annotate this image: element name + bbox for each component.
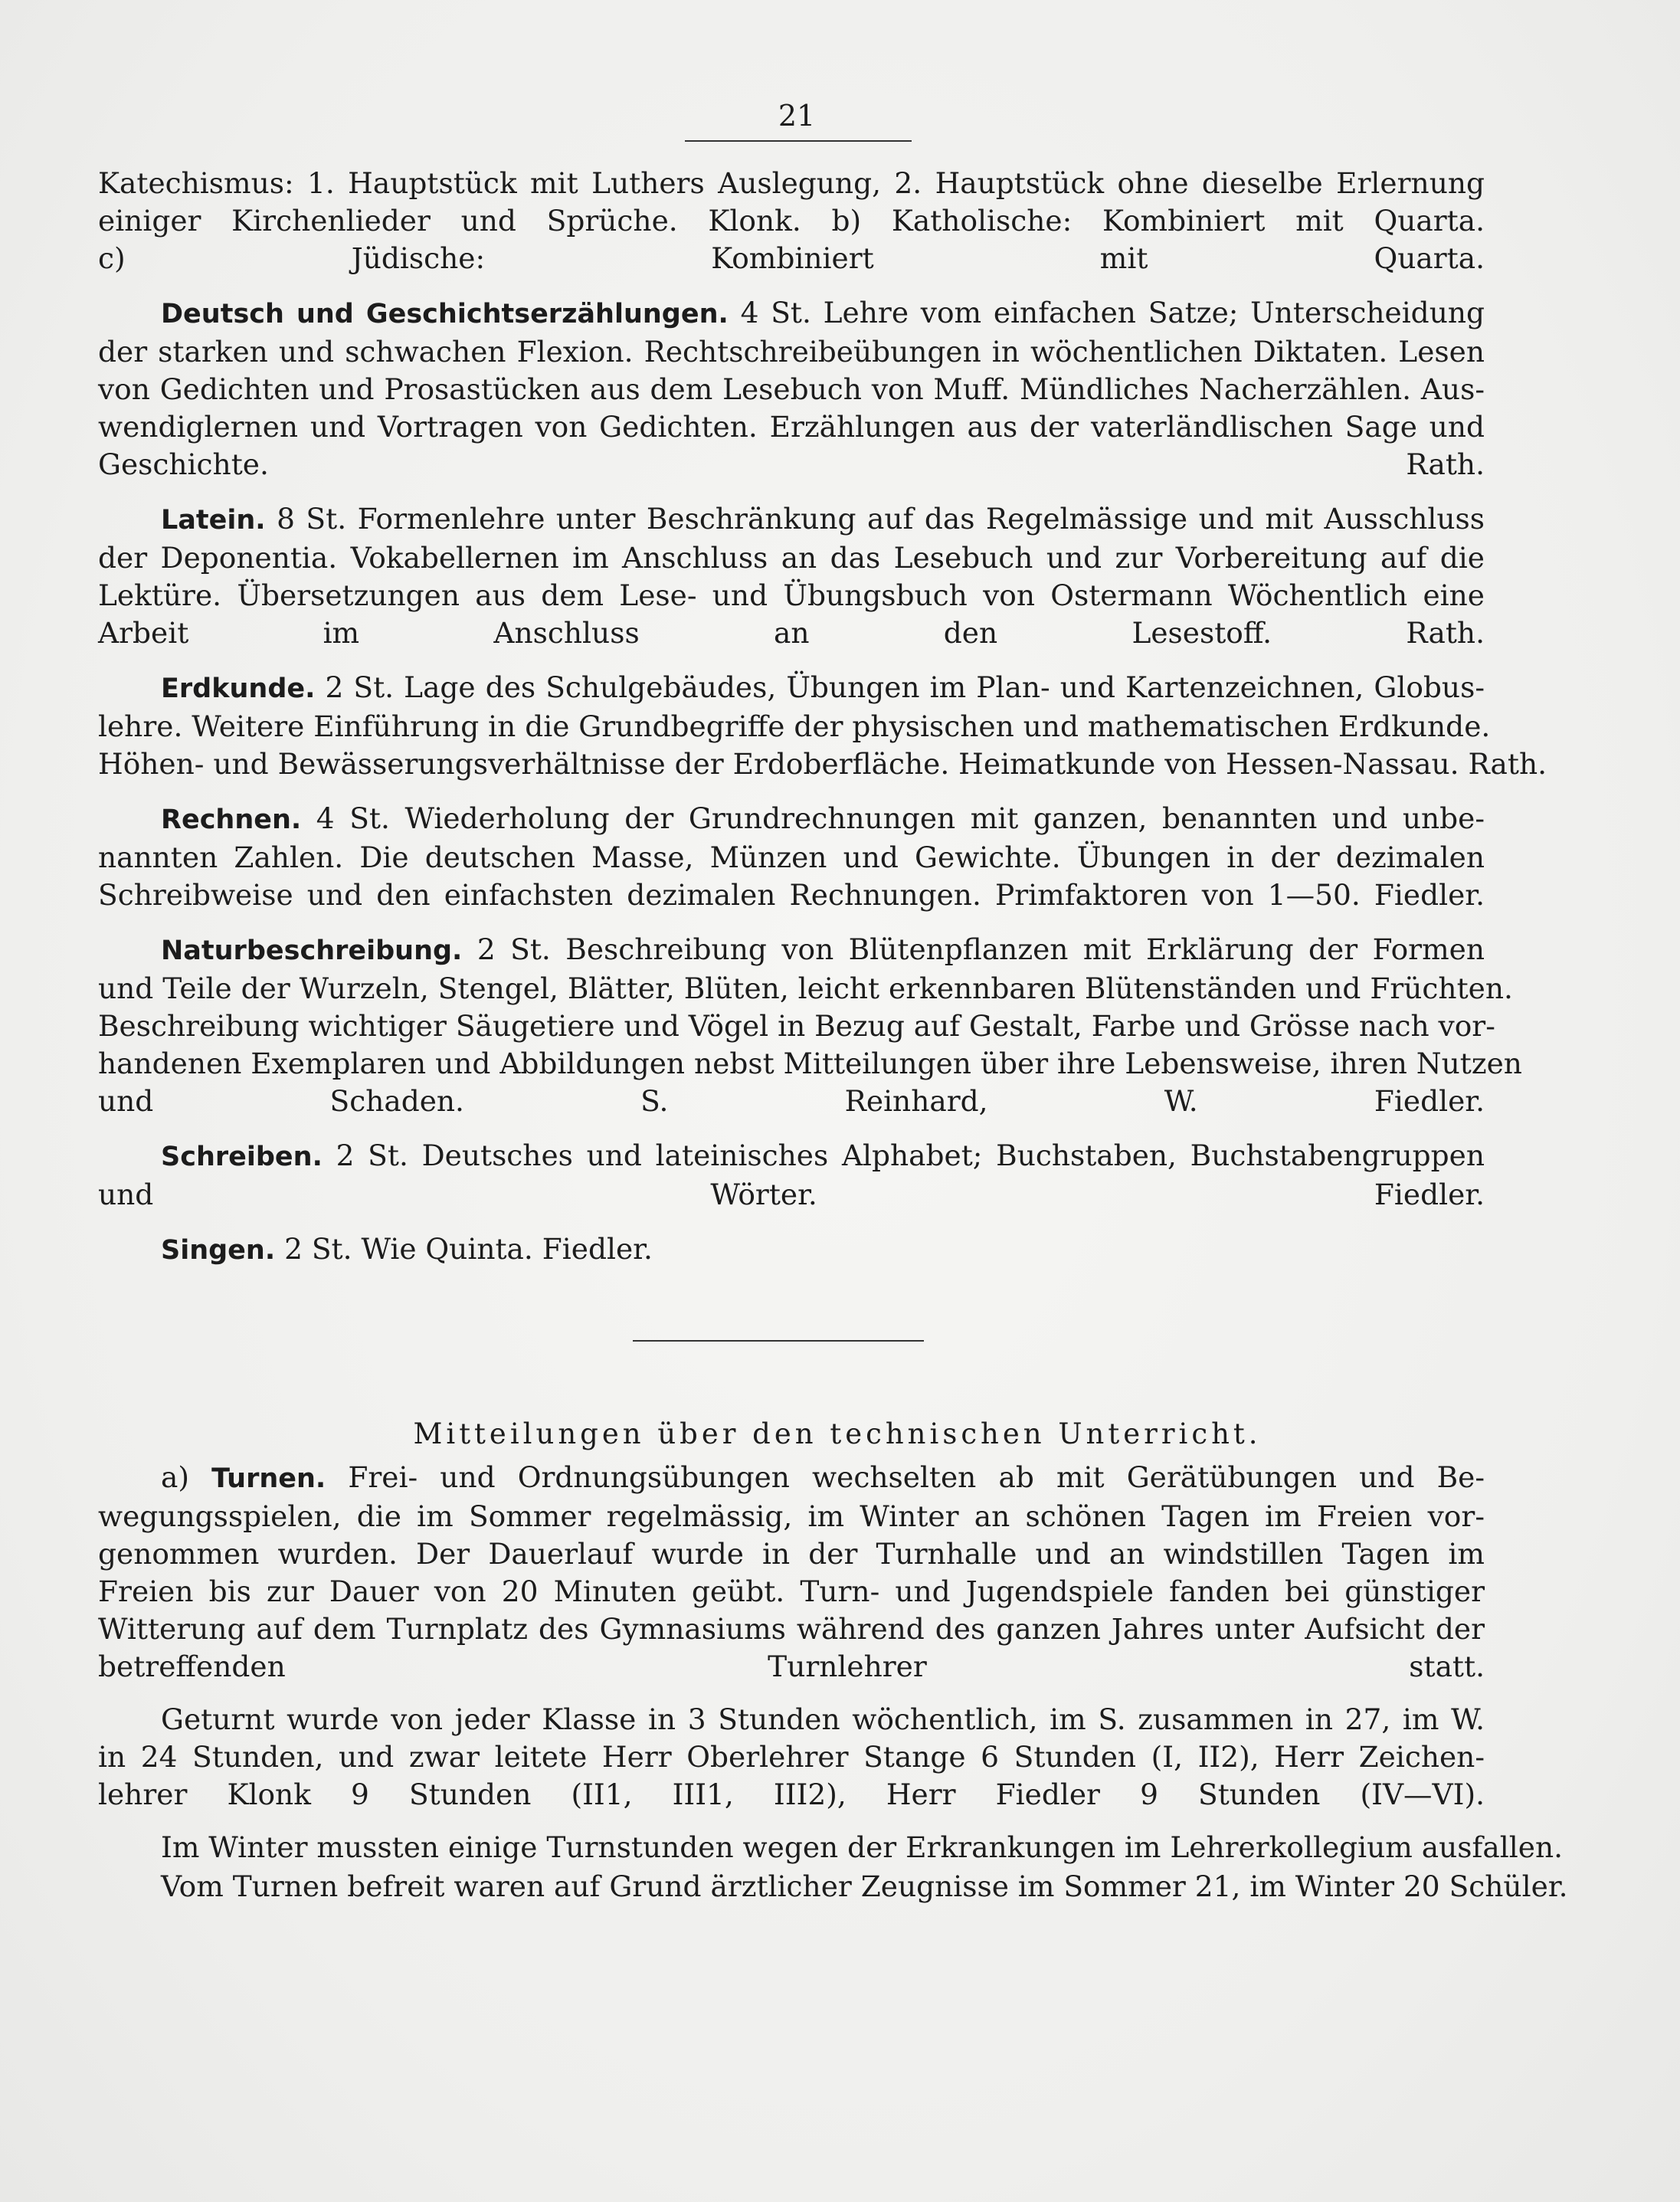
text-line: genommen wurden. Der Dauerlauf wurde in der Turnhalle und an windstillen Tagen im	[98, 1537, 1485, 1571]
text-line: Lektüre. Übersetzungen aus dem Lese- und Übungsbuch von Ostermann Wöchentlich eine	[98, 578, 1485, 612]
text-line: der Deponentia. Vokabellernen im Anschluss an das Lesebuch und zur Vorbereitung auf die	[98, 541, 1485, 575]
section-singen	[98, 1230, 1485, 1270]
section-first-line	[98, 669, 1485, 708]
technical-section-title: Mitteilungen über den technischen Unterricht.	[413, 1417, 1262, 1450]
text-line: nannten Zahlen. Die deutschen Masse, Münzen und Gewichte. Übungen in der dezimalen	[98, 840, 1485, 874]
geturnt-paragraph	[98, 1701, 1485, 1814]
turnen-first-line	[98, 1459, 1485, 1498]
text-line: Höhen- und Bewässerungsverhältnisse der Erdoberfläche. Heimatkunde von Hessen-Nassau. Rath.	[98, 747, 1547, 781]
section-text: 2 St. Deutsches und lateinisches Alphabet; Buchstaben, Buchstabengruppen	[336, 1139, 1485, 1172]
section-text: 4 St. Lehre vom einfachen Satze; Unterscheidung	[740, 296, 1485, 329]
turnen-heading: Turnen.	[211, 1463, 326, 1494]
text-line: handenen Exemplaren und Abbildungen nebst Mitteilungen über ihre Lebensweise, ihren Nutzen	[98, 1047, 1522, 1080]
section-first-line	[98, 931, 1485, 970]
text-line: betreffenden Turnlehrer statt.	[98, 1650, 1485, 1683]
section-text: 2 St. Beschreibung von Blütenpflanzen mit Erklärung der Formen	[476, 932, 1485, 966]
winter-paragraph	[98, 1829, 1564, 1866]
section-heading: Latein.	[161, 505, 266, 536]
technical-text	[98, 1459, 1568, 1921]
text-line: der starken und schwachen Flexion. Rechtschreibeübungen in wöchentlichen Diktaten. Lesen	[98, 335, 1485, 369]
turnen-prefix: a)	[161, 1460, 189, 1494]
section-erdkunde	[98, 669, 1547, 783]
section-text: 8 St. Formenlehre unter Beschränkung auf das Regelmässige und mit Ausschluss	[277, 502, 1485, 536]
text-line: Im Winter mussten einige Turnstunden wegen der Erkrankungen im Lehrerkollegium ausfallen.	[161, 1830, 1564, 1864]
section-latein	[98, 500, 1485, 652]
text-line: und Teile der Wurzeln, Stengel, Blätter, Blüten, leicht erkennbaren Blütenständen und Früchten.	[98, 972, 1513, 1005]
text-line: Geturnt wurde von jeder Klasse in 3 Stunden wöchentlich, im S. zusammen in 27, im W.	[161, 1702, 1485, 1736]
text-line: Freien bis zur Dauer von 20 Minuten geübt. Turn- und Jugendspiele fanden bei günstiger	[98, 1574, 1485, 1608]
section-heading: Singen.	[161, 1235, 276, 1266]
section-heading: Rechnen.	[161, 804, 302, 835]
section-first-line	[98, 294, 1485, 333]
text-line: und Schaden. S. Reinhard, W. Fiedler.	[98, 1084, 1485, 1118]
section-first-line	[98, 800, 1485, 839]
section-heading: Erdkunde.	[161, 673, 316, 704]
text-line: Arbeit im Anschluss an den Lesestoff. Rath.	[98, 616, 1485, 650]
section-text: 2 St. Wie Quinta. Fiedler.	[284, 1232, 653, 1266]
header-rule	[685, 140, 912, 142]
text-line: lehre. Weitere Einführung in die Grundbegriffe der physischen und mathematischen Erdkunde.	[98, 709, 1491, 743]
section-first-line	[98, 1137, 1485, 1176]
section-divider	[633, 1340, 924, 1342]
section-first-line	[98, 1230, 1485, 1270]
section-heading: Schreiben.	[161, 1142, 323, 1172]
text-line: Katechismus: 1. Hauptstück mit Luthers Auslegung, 2. Hauptstück ohne dieselbe Erlernung	[98, 166, 1485, 200]
text-line: wendiglernen und Vortragen von Gedichten. Erzählungen aus der vaterländlischen Sage und	[98, 410, 1485, 444]
section-schreiben	[98, 1137, 1485, 1214]
text-line: Vom Turnen befreit waren auf Grund ärztlicher Zeugnisse im Sommer 21, im Winter 20 Schüler.	[161, 1869, 1568, 1903]
turnen-paragraph	[98, 1459, 1485, 1686]
text-line: von Gedichten und Prosastücken aus dem Lesebuch von Muff. Mündliches Nacherzählen. Aus-	[98, 372, 1485, 406]
text-line: Schreibweise und den einfachsten dezimalen Rechnungen. Primfaktoren von 1—50. Fiedler.	[98, 878, 1485, 912]
text-line: Geschichte. Rath.	[98, 447, 1485, 481]
text-line: wegungsspielen, die im Sommer regelmässig, im Winter an schönen Tagen im Freien vor-	[98, 1499, 1485, 1533]
text-line: Witterung auf dem Turnplatz des Gymnasiums während des ganzen Jahres unter Aufsicht der	[98, 1612, 1485, 1646]
section-rechnen	[98, 800, 1485, 914]
text-line: einiger Kirchenlieder und Sprüche. Klonk. b) Katholische: Kombiniert mit Quarta.	[98, 204, 1485, 238]
section-text: 2 St. Lage des Schulgebäudes, Übungen im Plan- und Kartenzeichnen, Globus-	[325, 670, 1485, 704]
section-text: 4 St. Wiederholung der Grundrechnungen mit ganzen, benannten und unbe-	[316, 801, 1485, 835]
section-first-line	[98, 500, 1485, 539]
section-heading: Deutsch und Geschichtserzählungen.	[161, 299, 729, 329]
text-line: in 24 Stunden, und zwar leitete Herr Oberlehrer Stange 6 Stunden (I, II2), Herr Zeichen-	[98, 1740, 1485, 1774]
text-line: c) Jüdische: Kombiniert mit Quarta.	[98, 241, 1485, 275]
turnen-text: Frei- und Ordnungsübungen wechselten ab mit Gerätübungen und Be-	[348, 1460, 1485, 1494]
text-line: lehrer Klonk 9 Stunden (II1, III1, III2), Herr Fiedler 9 Stunden (IV—VI).	[98, 1778, 1485, 1811]
katechismus-paragraph	[98, 165, 1485, 277]
section-heading: Naturbeschreibung.	[161, 936, 463, 966]
befreit-paragraph	[98, 1868, 1568, 1905]
section-naturbeschreibung	[98, 931, 1522, 1120]
text-line: Beschreibung wichtiger Säugetiere und Vögel in Bezug auf Gestalt, Farbe und Grösse nach vor-	[98, 1009, 1495, 1043]
text-line: und Wörter. Fiedler.	[98, 1178, 1485, 1211]
curriculum-text	[98, 165, 1547, 1286]
section-deutsch	[98, 294, 1485, 483]
page-number: 21	[778, 99, 816, 133]
